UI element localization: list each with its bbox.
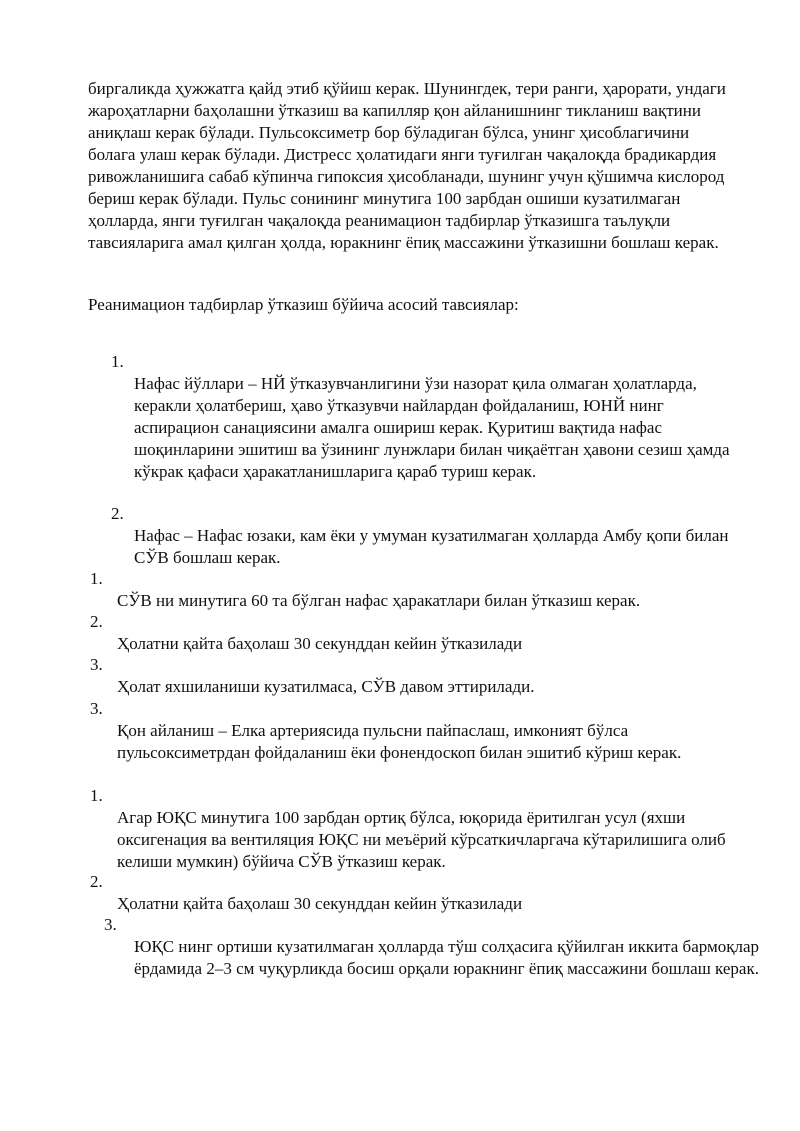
list-item-number: 1. — [90, 569, 103, 588]
list-item-breathing: Нафас – Нафас юзаки, кам ёки у умуман кузатилмаган ҳолларда Амбу қопи билан СЎВ бошлаш керак. — [134, 526, 729, 567]
list-item-reassess: Ҳолатни қайта баҳолаш 30 секунддан кейин ўтказилади — [117, 894, 523, 913]
list-item-number: 2. — [90, 612, 103, 631]
list-item-number: 3. — [104, 915, 117, 934]
list-item-number: 2. — [90, 872, 103, 891]
intro-paragraph: биргаликда ҳужжатга қайд этиб қўйиш керак. Шунингдек, тери ранги, ҳарорати, ундаги жароҳатларни баҳолашни ўтказиш ва капилляр қон айланишнинг тикланиш вақтини аниқлаш керак бўлади. Пульсоксиметр бор бўладиган бўлса, унинг ҳисоблагичини болага улаш керак бўлади. Дистресс ҳолатидаги янги туғилган чақалоқда брадикардия ривожланишига сабаб кўпинча гипоксия ҳисобланади, шунинг учун қўшимча кислород бериш керак бўлади. Пульс сонининг минутига 100 зарбдан ошиши кузатилмаган ҳолларда, янги туғилган чақалоқда реанимацион тадбирлар ўтказишга таълуқли тавсияларига амал қилган ҳолда, юракнинг ёпиқ массажини ўтказишни бошлаш керак. — [88, 79, 726, 252]
list-item-chest-compressions: ЮҚС нинг ортиши кузатилмаган ҳолларда тўш солҳасига қўйилган иккита бармоқлар ёрдамида 2–3 см чуқурликда босиш орқали юракнинг ёпиқ массажини бошлаш керак. — [134, 937, 760, 978]
list-item-reassess: Ҳолатни қайта баҳолаш 30 секунддан кейин ўтказилади — [117, 634, 523, 653]
list-item-continue: Ҳолат яхшиланиши кузатилмаса, СЎВ давом эттирилади. — [117, 677, 535, 696]
section-heading: Реанимацион тадбирлар ўтказиш бўйича асосий тавсиялар: — [88, 295, 519, 314]
list-item-number: 2. — [111, 504, 124, 523]
list-item-number: 1. — [90, 786, 103, 805]
list-item-airway: Нафас йўллари – НЙ ўтказувчанлигини ўзи назорат қила олмаган ҳолатларда, керакли ҳолатбериш, ҳаво ўтказувчи найлардан фойдаланиш, ЮНЙ нинг аспирацион санациясини амалга ошириш керак. Қуритиш вақтида нафас шоқинларини эшитиш ва ўзининг лунжлари билан чиқаётган ҳавони сезиш ҳамда кўкрак қафаси ҳаракатланишларига қараб туриш керак. — [134, 374, 730, 481]
list-item-number: 3. — [90, 699, 103, 718]
list-item-ventilation-rate: СЎВ ни минутига 60 та бўлган нафас ҳаракатлари билан ўтказиш керак. — [117, 591, 641, 610]
list-item-number: 3. — [90, 655, 103, 674]
list-item-circulation: Қон айланиш – Елка артериясида пульсни пайпаслаш, имконият бўлса пульсоксиметрдан фойдаланиш ёки фонендоскоп билан эшитиб кўриш керак. — [117, 721, 682, 762]
list-item-number: 1. — [111, 352, 124, 371]
list-item-heart-rate: Агар ЮҚС минутига 100 зарбдан ортиқ бўлса, юқорида ёритилган усул (яхши оксигенация ва вентиляция ЮҚС ни меъёрий кўрсаткичларгача кўтарилишига олиб келиши мумкин) бўйича СЎВ ўтказиш керак. — [117, 808, 726, 871]
